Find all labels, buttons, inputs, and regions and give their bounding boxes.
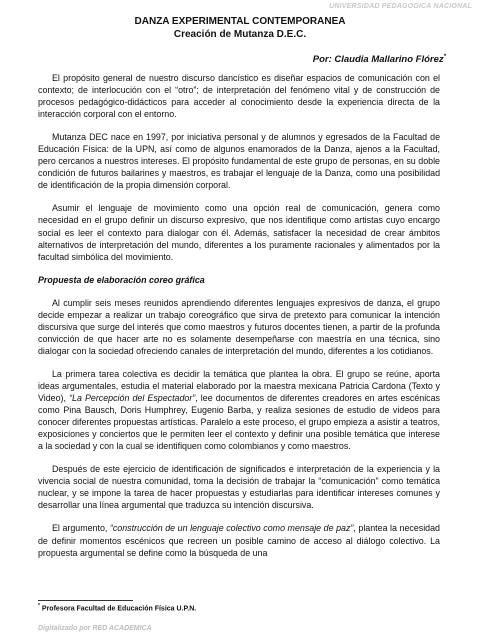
author-footnote-mark: *: [443, 54, 446, 60]
paragraph-2: Mutanza DEC nace en 1997, por iniciativa personal y de alumnos y egresados de la Facultad de Educación Física: de la UPN, así como de algunos enamorados de la Danza, ajenos a la Facultad, pero cercanos a nuestros intereses. El propósito fundamental de este grupo de personas, en su doble condición de futuros bailarines y maestros, es trabajar el lenguaje de la Danza, como una posibilidad de identificación de la propia dimensión corporal.: [38, 132, 440, 191]
document-subtitle: Creación de Mutanza D.E.C.: [173, 29, 307, 40]
author-byline: [313, 54, 446, 65]
paragraph-5: [38, 368, 440, 452]
paragraph-5-part-2: , lee documentos de diferentes creadores en artes escénicas como Pina Bausch, Doris Humphrey, Eugenio Barba, y realiza sesiones de estudio de videos para conocer diferentes propuestas artísticas. Paralelo a este proceso, el grupo empieza a asistir a teatros, exposiciones y conciertos que le permiten leer el contexto y definir una posible temática que interese a la sociedad y con la cual se identifiquen como colombianos y como maestros.: [38, 393, 440, 452]
body-text: [38, 72, 440, 570]
paragraph-7-part-2: , plantea la necesidad de definir momentos escénicos que recreen un posible camino de acceso al diálogo colectivo. La propuesta argumental se define como la búsqueda de una: [38, 523, 440, 558]
title-block: [0, 16, 480, 40]
footnote-divider: [38, 600, 133, 601]
paragraph-7-italic-quote: “construcción de un lenguaje colectivo como mensaje de paz”: [109, 523, 354, 534]
section-heading: Propuesta de elaboración coreo gráfica: [38, 274, 205, 285]
footnote-mark: *: [38, 603, 40, 609]
paragraph-1: El propósito general de nuestro discurso dancístico es diseñar espacios de comunicación con el contexto; de interlocución con el “otro”; de interpretación del fenómeno vital y de construcción de procesos pedagógico-didácticos para acceder al conocimiento desde la experiencia directa de la interacción corporal con el entorno.: [38, 73, 440, 120]
author-name: Por: Claudia Mallarino Flórez: [312, 54, 444, 66]
paragraph-6: Después de este ejercicio de identificación de significados e interpretación de la experiencia y la vivencia social de nuestra comunidad, toma la decisión de trabajar la “comunicación” como temática nuclear, y se impone la tarea de hacer propuestas y estudiarlas para identificar intereses comunes y desarrollar una línea argumental que traduzca su intención discursiva.: [38, 464, 440, 511]
paragraph-5-part-1: La primera tarea colectiva es decidir la temática que plantea la obra. El grupo se reúne, aporta ideas argumentales, estudia el material elaborado por la maestra mexicana Patricia Cardona (Texto y Video),: [38, 368, 440, 404]
paragraph-5-italic-title: “La Percepción del Espectador”: [69, 393, 196, 404]
footnote-text: Profesora Facultad de Educación Física U.P.N.: [41, 605, 197, 613]
document-title: DANZA EXPERIMENTAL CONTEMPORANEA: [134, 16, 346, 27]
paragraph-4: Al cumplir seis meses reunidos aprendiendo diferentes lenguajes expresivos de danza, el grupo decide empezar a realizar un trabajo coreográfico que sirva de pretexto para comunicar la intención discursiva que surge del interés que como maestros y futuros docentes tienen, a partir de la profunda convicción de que hacer arte no es solamente desempeñarse con maestría en una técnica, sino dialogar con la sociedad ofreciendo canales de interpretación del mundo, diferentes a los cotidianos.: [38, 297, 440, 356]
institution-watermark: UNIVERSIDAD PEDAGOGICA NACIONAL: [329, 3, 472, 10]
footnote: [38, 603, 196, 612]
digitization-credit: Digitalizado por RED ACADEMICA: [38, 625, 152, 632]
paragraph-7-part-1: El argumento,: [52, 523, 110, 534]
paragraph-7: [38, 522, 440, 558]
paragraph-3: Asumir el lenguaje de movimiento como una opción real de comunicación, genera como necesidad en el grupo definir un discurso expresivo, que nos identifique como artistas cuyo encargo social es leer el contexto para dialogar con él. Además, satisfacer la necesidad de crear ámbitos alternativos de interpretación del mundo, diferentes a los puramente racionales y alimentados por la facultad simbólica del movimiento.: [38, 203, 440, 262]
